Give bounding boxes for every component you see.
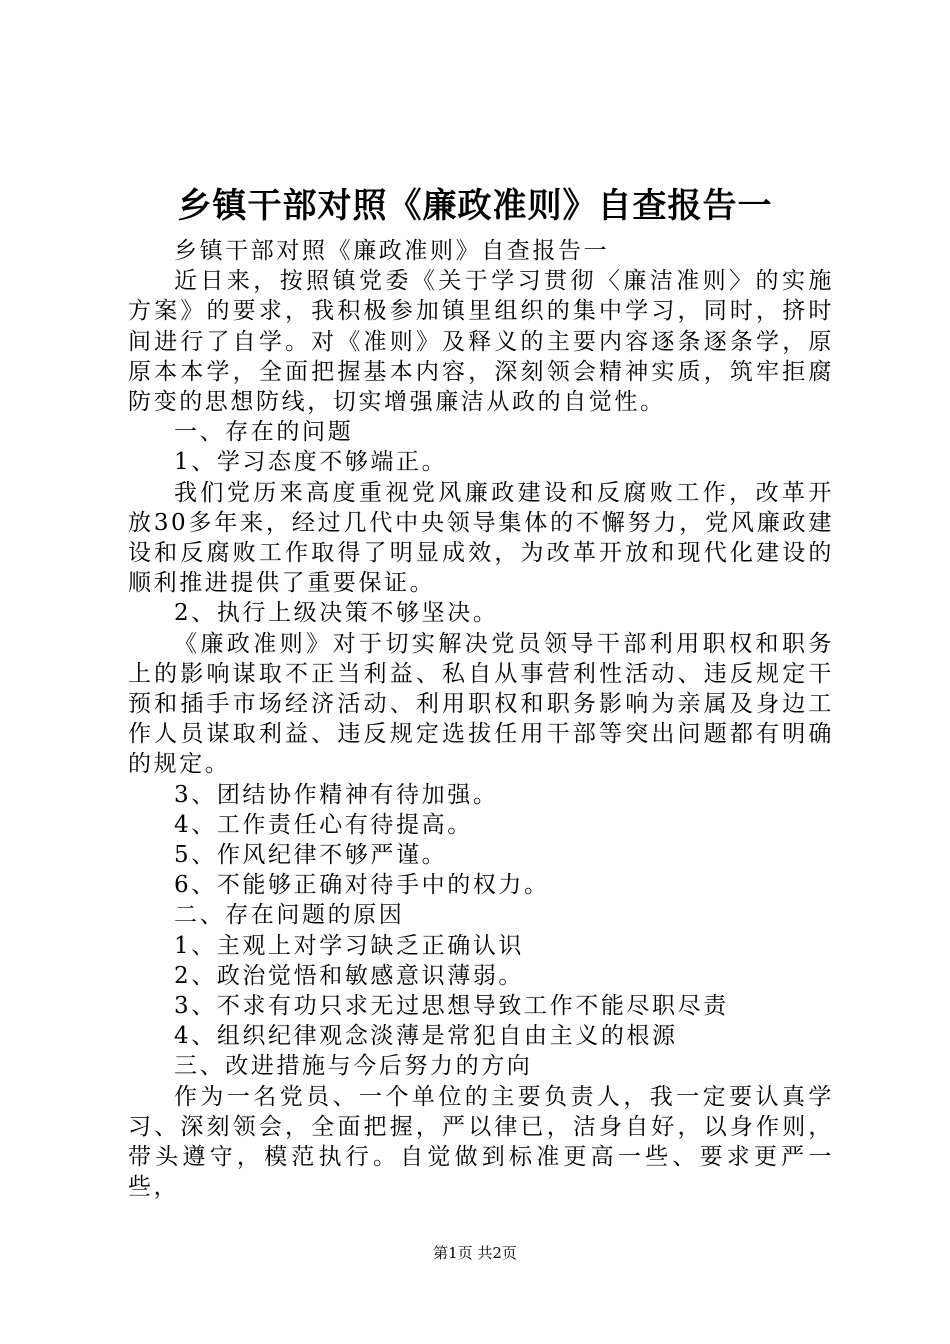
paragraph: 乡镇干部对照《廉政准则》自查报告一	[174, 238, 610, 264]
page-footer: 第1页 共2页	[433, 1244, 517, 1262]
section-heading: 一、存在的问题	[174, 419, 354, 446]
paragraph: 近日来，按照镇党委《关于学习贯彻〈廉洁准则〉的实施方案》的要求，我积极参加镇里组织的集中学习，同时，挤时间进行了自学。对《准则》及释义的主要内容逐条逐条学，原原本本学，全面把握基本内容，深刻领会精神实质，筑牢拒腐防变的思想防线，切实增强廉洁从政的自觉性。	[128, 268, 834, 416]
list-item: 3、团结协作精神有待加强。	[174, 781, 499, 808]
paragraph: 《廉政准则》对于切实解决党员领导干部利用职权和职务上的影响谋取不正当利益、私自从事营利性活动、违反规定干预和插手市场经济活动、利用职权和职务影响为亲属及身边工作人员谋取利益、违反规定选拔任用干部等突出问题都有明确的规定。	[128, 630, 834, 778]
list-item: 4、工作责任心有待提高。	[174, 811, 473, 838]
list-item: 5、作风纪律不够严谨。	[174, 842, 448, 869]
list-item: 2、政治觉悟和敏感意识薄弱。	[174, 962, 525, 989]
list-item: 6、不能够正确对待手中的权力。	[174, 872, 550, 899]
paragraph: 我们党历来高度重视党风廉政建设和反腐败工作，改革开放30多年来，经过几代中央领导集体的不懈努力，党风廉政建设和反腐败工作取得了明显成效，为改革开放和现代化建设的顺利推进提供了重要保证。	[128, 479, 834, 597]
list-item: 2、执行上级决策不够坚决。	[174, 600, 499, 627]
list-item: 4、组织纪律观念淡薄是常犯自由主义的根源	[174, 1023, 678, 1050]
section-heading: 三、改进措施与今后努力的方向	[174, 1053, 533, 1080]
list-item: 1、主观上对学习缺乏正确认识	[174, 932, 525, 959]
paragraph: 作为一名党员、一个单位的主要负责人，我一定要认真学习、深刻领会，全面把握，严以律已，洁身自好，以身作则，带头遵守，模范执行。自觉做到标准更高一些、要求更严一些，	[128, 1083, 834, 1201]
section-heading: 二、存在问题的原因	[174, 902, 405, 929]
list-item: 3、不求有功只求无过思想导致工作不能尽职尽责	[174, 993, 729, 1020]
document-title: 乡镇干部对照《廉政准则》自查报告一	[177, 186, 773, 226]
list-item: 1、学习态度不够端正。	[174, 449, 448, 476]
document-body	[128, 236, 834, 1203]
